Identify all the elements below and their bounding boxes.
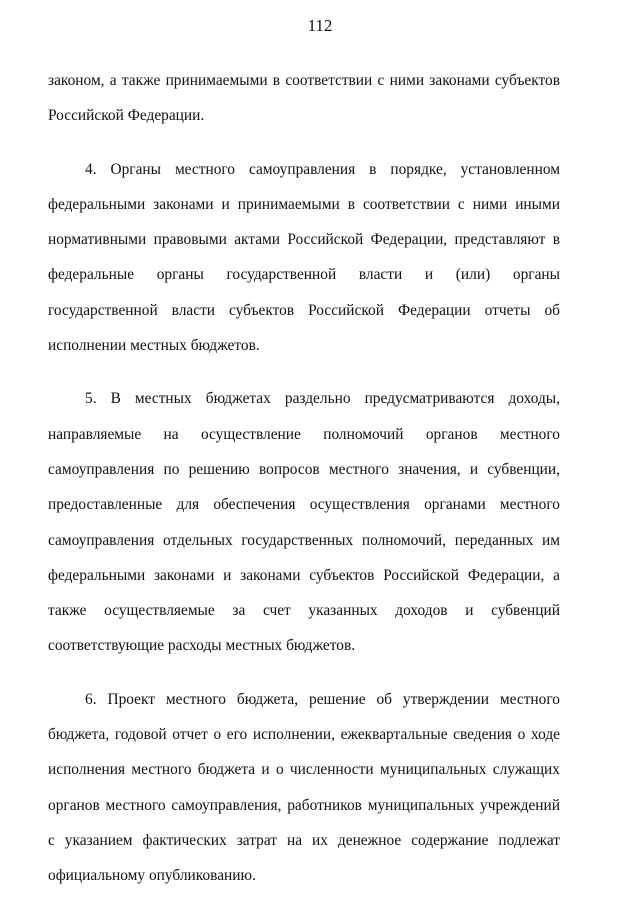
page-number: 112 <box>307 16 333 35</box>
paragraph-gap <box>48 664 560 682</box>
paragraph-item-6: 6. Проект местного бюджета, решение об утверждении местного бюджета, годовой отчет о его исполнении, ежеквартальные сведения о ходе исполнения местного бюджета и о численности муниципальных служащих органов местного самоуправления, работников муниципальных учреждений с указанием фактических затрат на их денежное содержание подлежат официальному опубликованию. <box>48 690 560 885</box>
paragraph-item-5: 5. В местных бюджетах раздельно предусматриваются доходы, направляемые на осуществление полномочий органов местного самоуправления по решению вопросов местного значения, и субвенции, предоставленные для обеспечения осуществления органами местного самоуправления отдельных государственных полномочий, переданных им федеральными законами и законами субъектов Российской Федерации, а также осуществляемые за счет указанных доходов и субвенций соответствующие расходы местных бюджетов. <box>48 390 560 655</box>
document-body <box>48 63 560 894</box>
paragraph-item-4: 4. Органы местного самоуправления в порядке, установленном федеральными законами и принимаемыми в соответствии с ними иными нормативными правовыми актами Российской Федерации, представляют в федеральные органы государственной власти и (или) органы государственной власти субъектов Российской Федерации отчеты об исполнении местных бюджетов. <box>48 160 560 355</box>
paragraph-gap <box>48 363 560 381</box>
paragraph-continuation: законом, а также принимаемыми в соответствии с ними законами субъектов Российской Федерации. <box>48 72 560 125</box>
paragraph-gap <box>48 134 560 152</box>
